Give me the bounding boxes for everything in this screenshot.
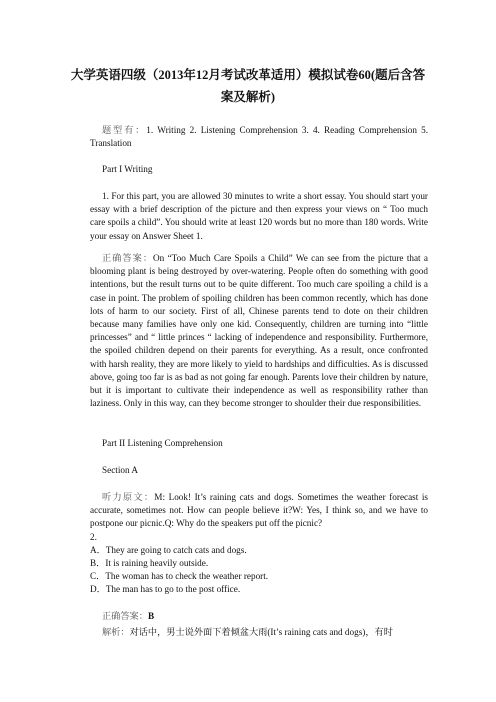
section-a-heading: Section A <box>102 465 138 475</box>
option-b: B．It is raining heavily outside. <box>90 558 209 568</box>
transcript-label: 听力原文： <box>102 492 155 502</box>
analysis-label: 解析： <box>102 627 130 637</box>
question-2-answer <box>90 610 428 623</box>
analysis-text: 对话中，男士说外面下着倾盆大雨(It’s raining cats and dogs)，有时 <box>129 627 393 637</box>
question-types-text: 1. Writing 2. Listening Comprehension 3. 4. Reading Comprehension 5. Translation <box>90 125 429 149</box>
answer-label: 正确答案： <box>102 253 154 263</box>
listening-transcript <box>90 491 428 531</box>
question-2-analysis <box>90 626 428 639</box>
option-d: D．The man has to go to the post office. <box>90 584 241 594</box>
question-types-label: 题型有： <box>102 125 147 135</box>
answer-label-2: 正确答案： <box>102 611 148 621</box>
question-1-answer <box>90 252 428 410</box>
option-a: A．They are going to catch cats and dogs. <box>90 545 247 555</box>
question-types <box>90 124 428 150</box>
question-2-number: 2. <box>90 532 97 542</box>
question-1-text: 1. For this part, you are allowed 30 minutes to write a short essay. You should start your essay with a brief description of the picture and then express your views on “ Too much care spoils a child”. You should write at least 120 words but no more than 180 words. Write your essay on Answer Sheet 1. <box>90 191 428 241</box>
document-title-line1: 大学英语四级（2013年12月考试改革适用）模拟试卷60(题后含答 <box>70 68 426 82</box>
transcript-text: M: Look! It’s raining cats and dogs. Sometimes the weather forecast is accurate, sometimes not. How can people believe it?W: Yes, I think so, and we have to postpone our picnic.Q: Why do the speakers put off the picnic? <box>90 492 429 529</box>
answer-value: B <box>147 611 155 621</box>
part1-heading: Part I Writing <box>102 164 153 174</box>
answer-essay: On “Too Much Care Spoils a Child” We can see from the picture that a blooming plant is being destroyed by over-watering. People often do something with good intentions, but the result turns out to be quite different. Too much care spoiling a child is a case in point. The problem of spoiling children has been common recently, which has done lots of harm to our society. First of all, Chinese parents tend to dote on their children because many families have only one kid. Consequently, children are turning into “little princesses” and “ little princes “ lacking of independence and responsibility. Furthermore, the spoiled children depend on their parents for everything. As a result, once confronted with harsh reality, they are more likely to yield to hardships and difficulties. As is discussed above, going too far is as bad as not going far enough. Parents love their children by nature, but it is important to cultivate their independence as well as responsibility rather than laziness. Only in this way, can they become stronger to shoulder their due responsibilities. <box>90 253 428 409</box>
part2-heading: Part II Listening Comprehension <box>102 438 223 448</box>
document-title-line2: 案及解析) <box>220 90 276 104</box>
option-c: C．The woman has to check the weather report. <box>90 571 269 581</box>
